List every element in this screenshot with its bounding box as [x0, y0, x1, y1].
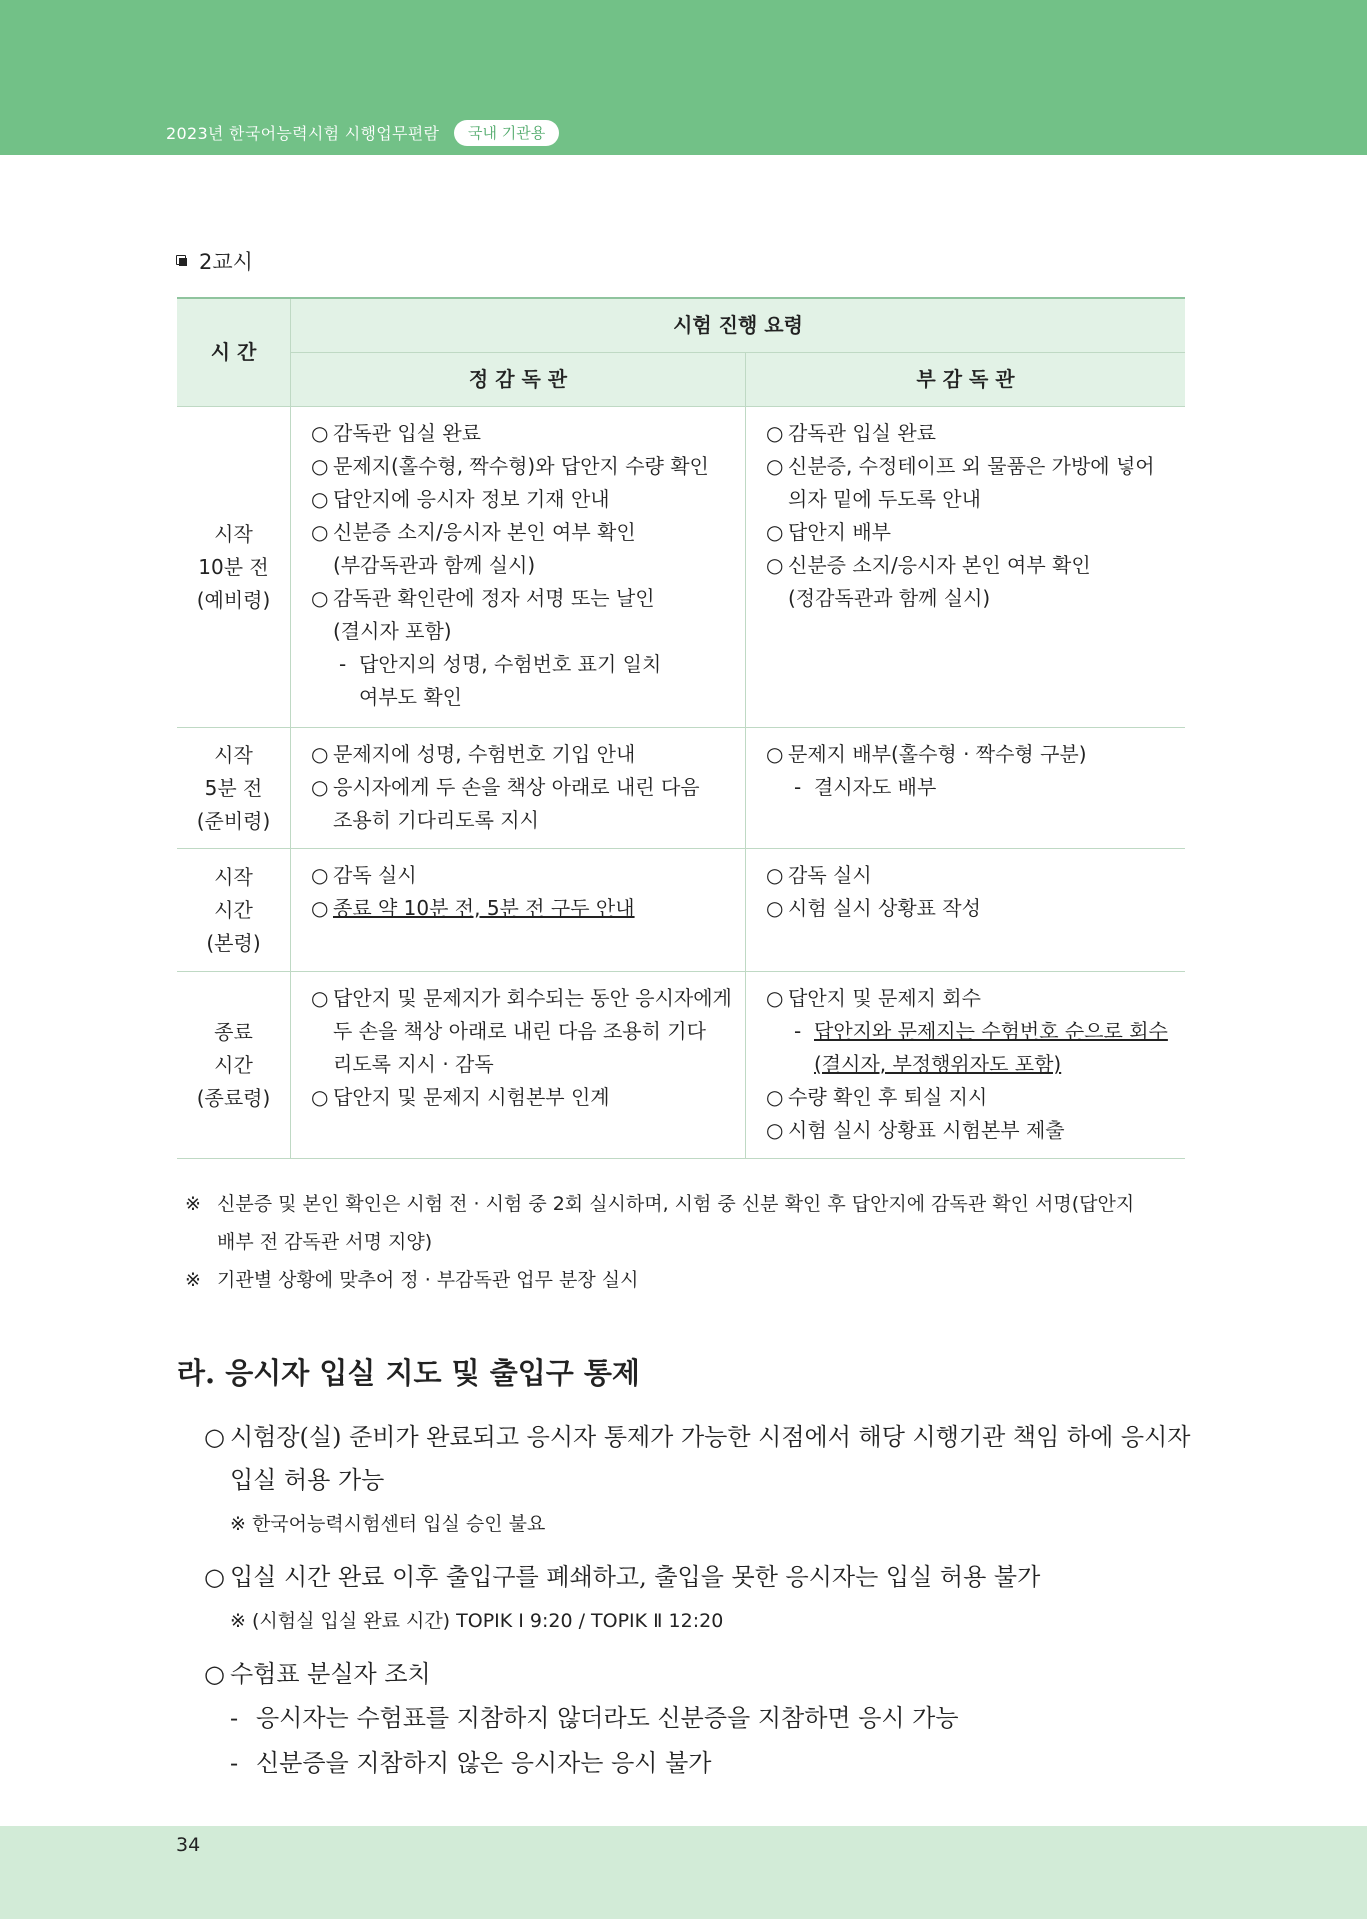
time-line: 시간: [214, 897, 253, 922]
dash-item: - 응시자는 수험표를 지참하지 않더라도 신분증을 지참하면 응시 가능: [230, 1704, 959, 1732]
chief-cell: [291, 849, 746, 972]
dash-item: - 답안지와 문제지는 수험번호 순으로 회수: [794, 1019, 1168, 1043]
time-line: 시작: [214, 521, 253, 546]
page-footer: [0, 1826, 1367, 1919]
dash-item: - 답안지의 성명, 수험번호 표기 일치: [339, 652, 662, 676]
list-item: ○ 시험 실시 상황표 시험본부 제출: [766, 1118, 1065, 1142]
time-cell: [177, 728, 291, 849]
list-item: ○ 문제지 배부(홀수형 · 짝수형 구분): [766, 742, 1087, 766]
list-note: ※ 한국어능력시험센터 입실 승인 불요: [230, 1513, 546, 1535]
list-item: ○ 종료 약 10분 전, 5분 전 구두 안내: [311, 896, 635, 920]
list-item: ○ 답안지 및 문제지가 회수되는 동안 응시자에게: [311, 986, 732, 1010]
edition-badge: 국내 기관용: [454, 120, 559, 146]
list-item: ○ 답안지 및 문제지 회수: [766, 986, 981, 1010]
time-line: (본령): [206, 930, 261, 955]
time-line: 시작: [214, 864, 253, 889]
chief-cell: [291, 728, 746, 849]
header-procedure: 시험 진행 요령: [291, 298, 1186, 353]
note-line: 배부 전 감독관 서명 지양): [217, 1231, 433, 1253]
dash-item: - 결시자도 배부: [794, 775, 937, 799]
list-item: ○ 입실 시간 완료 이후 출입구를 폐쇄하고, 출입을 못한 응시자는 입실 허용 불가: [204, 1563, 1041, 1591]
square-bullet-icon: [176, 255, 189, 267]
list-item: ○ 응시자에게 두 손을 책상 아래로 내린 다음: [311, 775, 700, 799]
list-item-continuation: 입실 허용 가능: [230, 1466, 385, 1494]
table-header-row: [177, 298, 1185, 353]
page-header: [0, 0, 1367, 155]
body-section: [204, 1416, 1194, 1786]
assistant-cell: [746, 849, 1186, 972]
list-note: ※ (시험실 입실 완료 시간) TOPIK Ⅰ 9:20 / TOPIK Ⅱ 12:20: [230, 1610, 724, 1632]
list-item: ○ 수량 확인 후 퇴실 지시: [766, 1085, 988, 1109]
chief-cell: [291, 972, 746, 1159]
section-label-text: 2교시: [199, 250, 253, 274]
list-item: ○ 신분증 소지/응시자 본인 여부 확인: [311, 520, 636, 544]
time-line: 시작: [214, 742, 253, 767]
list-item: ○ 수험표 분실자 조치: [204, 1660, 431, 1688]
table-row: [177, 407, 1185, 728]
dash-item: - 신분증을 지참하지 않은 응시자는 응시 불가: [230, 1749, 712, 1777]
time-line: 10분 전: [198, 554, 269, 579]
table-notes: [185, 1185, 1134, 1299]
list-item: ○ 시험장(실) 준비가 완료되고 응시자 통제가 가능한 시점에서 해당 시행기관 책임 하에 응시자: [204, 1423, 1191, 1451]
assistant-cell: [746, 972, 1186, 1159]
list-item: ○ 감독관 입실 완료: [311, 421, 481, 445]
list-item: ○ 신분증, 수정테이프 외 물품은 가방에 넣어: [766, 454, 1155, 478]
time-line: (종료령): [196, 1085, 271, 1110]
table-subheader-row: [177, 353, 1185, 407]
list-item: ○ 답안지 배부: [766, 520, 891, 544]
list-item-continuation: 의자 밑에 두도록 안내: [788, 487, 981, 511]
list-item-continuation: (부감독관과 함께 실시): [333, 553, 536, 577]
header-time: 시 간: [177, 298, 291, 407]
dash-item-continuation: 여부도 확인: [359, 685, 462, 709]
list-item: ○ 답안지 및 문제지 시험본부 인계: [311, 1085, 610, 1109]
list-item: ○ 감독 실시: [766, 863, 872, 887]
assistant-cell: [746, 407, 1186, 728]
list-item: ○ 감독관 확인란에 정자 서명 또는 날인: [311, 586, 655, 610]
table-row: [177, 972, 1185, 1159]
list-item: ○ 시험 실시 상황표 작성: [766, 896, 981, 920]
chief-cell: [291, 407, 746, 728]
list-item: ○ 감독관 입실 완료: [766, 421, 936, 445]
time-cell: [177, 407, 291, 728]
time-line: 종료: [214, 1019, 253, 1044]
list-item-continuation: (결시자 포함): [333, 619, 452, 643]
page-number: 34: [176, 1834, 201, 1856]
section-label: [176, 246, 253, 276]
time-line: (예비령): [196, 587, 271, 612]
header-assistant: 부 감 독 관: [746, 353, 1186, 407]
list-item: ○ 문제지에 성명, 수험번호 기입 안내: [311, 742, 636, 766]
dash-item-continuation: (결시자, 부정행위자도 포함): [814, 1052, 1062, 1076]
list-item: ○ 신분증 소지/응시자 본인 여부 확인: [766, 553, 1091, 577]
assistant-cell: [746, 728, 1186, 849]
section-heading: 라. 응시자 입실 지도 및 출입구 통제: [177, 1356, 640, 1390]
list-item-continuation: 조용히 기다리도록 지시: [333, 808, 539, 832]
list-item-continuation: 리도록 지시 · 감독: [333, 1052, 494, 1076]
list-item-continuation: 두 손을 책상 아래로 내린 다음 조용히 기다: [333, 1019, 706, 1043]
list-item: ○ 문제지(홀수형, 짝수형)와 답안지 수량 확인: [311, 454, 709, 478]
time-cell: [177, 849, 291, 972]
time-line: 5분 전: [204, 775, 263, 800]
table-row: [177, 728, 1185, 849]
list-item: ○ 감독 실시: [311, 863, 417, 887]
table-row: [177, 849, 1185, 972]
time-cell: [177, 972, 291, 1159]
list-item: ○ 답안지에 응시자 정보 기재 안내: [311, 487, 610, 511]
list-item-continuation: (정감독관과 함께 실시): [788, 586, 991, 610]
header-chief: 정 감 독 관: [291, 353, 746, 407]
time-line: (준비령): [196, 808, 271, 833]
schedule-table: [177, 297, 1185, 1159]
time-line: 시간: [214, 1052, 253, 1077]
note-line: ※ 기관별 상황에 맞추어 정 · 부감독관 업무 분장 실시: [185, 1269, 639, 1291]
note-line: ※ 신분증 및 본인 확인은 시험 전 · 시험 중 2회 실시하며, 시험 중 신분 확인 후 답안지에 감독관 확인 서명(답안지: [185, 1193, 1135, 1215]
document-title: 2023년 한국어능력시험 시행업무편람: [166, 124, 440, 143]
